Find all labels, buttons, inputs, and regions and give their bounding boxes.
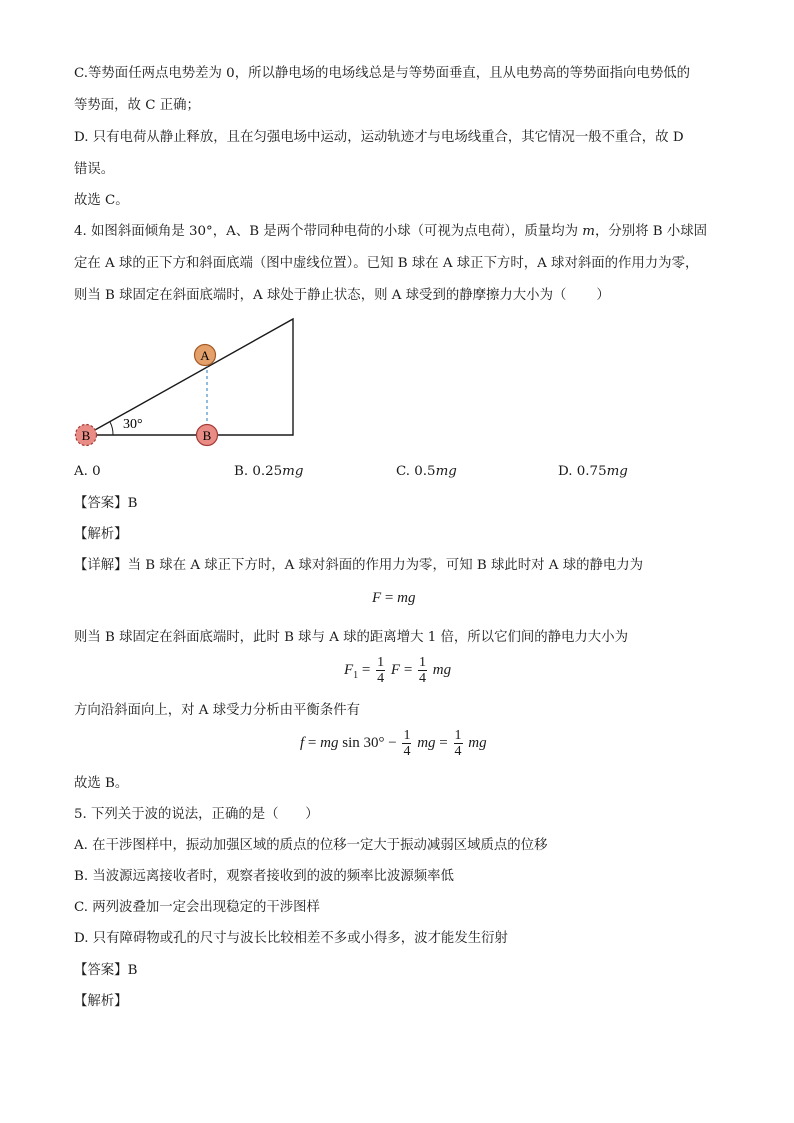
incline-triangle	[86, 319, 293, 435]
q5-option-c: C. 两列波叠加一定会出现稳定的干涉图样	[74, 900, 320, 915]
ball-b-label: B	[202, 428, 212, 443]
q4-detail-line2: 则当 B 球固定在斜面底端时，此时 B 球与 A 球的距离增大 1 倍，所以它们间的静电力大小为	[74, 630, 628, 645]
angle-label: 30°	[123, 417, 143, 432]
q4-detail-line1: 【详解】当 B 球在 A 球正下方时，A 球对斜面的作用力为零，可知 B 球此时对 A 球的静电力为	[74, 558, 644, 573]
equation-3: f = mg sin 30° − $\frac{1}{4}$ mg = $\frac{1}{4}$ mg	[300, 728, 487, 759]
q5-stem: 5. 下列关于波的说法，正确的是（ ）	[74, 807, 319, 822]
q4-option-b: B. 0.25mg	[234, 464, 304, 479]
q4-stem-line1: 4. 如图斜面倾角是 30°，A、B 是两个带同种电荷的小球（可视为点电荷），质量均为 m，分别将 B 小球固	[74, 224, 708, 239]
q3-option-c-line1: C.等势面任两点电势差为 0，所以静电场的电场线总是与等势面垂直，且从电势高的等势面指向电势低的	[74, 66, 690, 81]
q4-option-a: A. 0	[74, 464, 101, 479]
q5-option-a: A. 在干涉图样中，振动加强区域的质点的位移一定大于振动减弱区域质点的位移	[74, 838, 548, 853]
q3-option-d-line2: 错误。	[74, 162, 115, 177]
q5-option-b: B. 当波源远离接收者时，观察者接收到的波的频率比波源频率低	[74, 869, 454, 884]
incline-figure	[70, 316, 310, 454]
q3-choose: 故选 C。	[74, 193, 129, 208]
q5-option-d: D. 只有障碍物或孔的尺寸与波长比较相差不多或小得多，波才能发生衍射	[74, 931, 508, 946]
ball-b-dashed-label: B	[81, 428, 91, 443]
q4-stem-line2: 定在 A 球的正下方和斜面底端（图中虚线位置）。已知 B 球在 A 球正下方时，A 球对斜面的作用力为零，	[74, 256, 699, 271]
q4-stem-line3: 则当 B 球固定在斜面底端时，A 球处于静止状态，则 A 球受到的静摩擦力大小为（ ）	[74, 288, 610, 303]
q4-choose: 故选 B。	[74, 776, 129, 791]
q4-detail-line3: 方向沿斜面向上，对 A 球受力分析由平衡条件有	[74, 703, 360, 718]
q4-option-d: D. 0.75mg	[558, 464, 628, 479]
q4-option-c: C. 0.5mg	[396, 464, 457, 479]
q4-analysis-label: 【解析】	[74, 527, 128, 542]
q5-analysis-label: 【解析】	[74, 994, 128, 1009]
q5-answer: 【答案】B	[74, 963, 138, 978]
equation-2: $F_1$ = $\frac{1}{4}$ F = $\frac{1}{4}$ mg	[344, 655, 452, 686]
q3-option-c-line2: 等势面，故 C 正确；	[74, 98, 200, 113]
equation-1: F = mg	[372, 590, 416, 606]
q3-option-d-line1: D. 只有电荷从静止释放，且在匀强电场中运动，运动轨迹才与电场线重合，其它情况一般不重合，故 D	[74, 130, 684, 145]
q4-answer: 【答案】B	[74, 496, 138, 511]
ball-a-label: A	[200, 348, 210, 363]
angle-arc	[110, 422, 113, 435]
